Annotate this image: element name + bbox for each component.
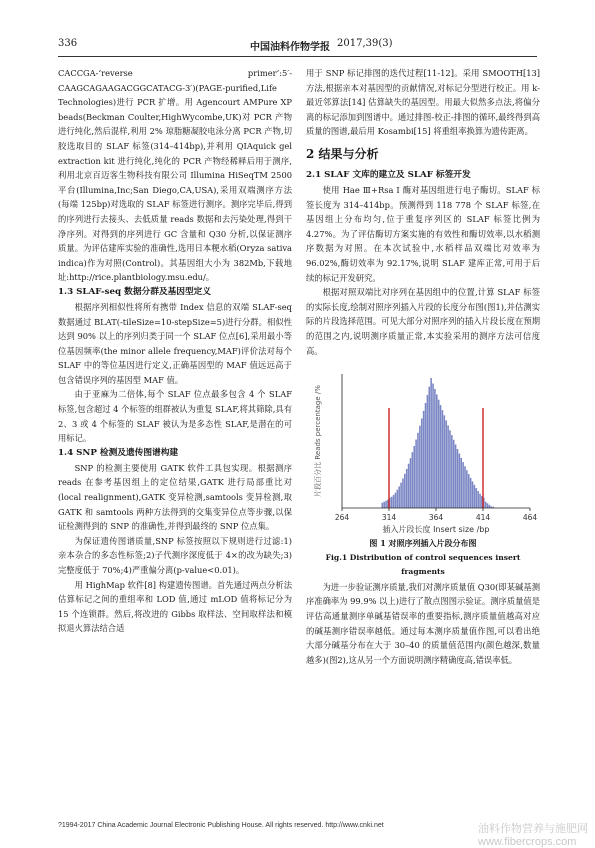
histogram-bar — [406, 469, 408, 508]
histogram-bar — [434, 389, 436, 508]
histogram-bar — [410, 458, 412, 508]
watermark: 油料作物营养与施肥网 www.fibercrops.com — [478, 823, 588, 848]
x-tick-label: 314 — [381, 513, 397, 523]
histogram-bar — [466, 470, 468, 508]
histogram-bar — [436, 394, 438, 508]
histogram-bar — [417, 433, 419, 508]
x-tick-label: 414 — [475, 513, 491, 523]
x-tick-label: 464 — [522, 513, 538, 523]
section-heading-1-4: 1.4 SNP 检测及遗传图谱构建 — [58, 447, 179, 458]
journal-name: 中国油料作物学报 — [250, 42, 330, 53]
copyright-footer: ?1994-2017 China Academic Journal Electronic Publishing House. All rights reserved. http://www.cnki.net — [58, 822, 384, 829]
paragraph: 为进一步验证测序质量,我们对测序质量值 Q30(即某碱基测序准确率为 99.9% 以上)进行了散点图图示验证。测序质量值是评估高通量测序单碱基错误率的重要指标,测序质量值越高对应的碱基测序错误率越低。通过每本测序质量值作图,可以看出绝大部分碱基分布在大于 30–40 的质量值范围内(颜色越深,数量越多)(图2),这从另一个方面说明测序精确度高,错误率低。 — [306, 581, 540, 665]
histogram-bar — [397, 490, 399, 508]
paragraph: 用 HighMap 软件[8] 构建遗传图谱。首先通过两点分析法估算标记之间的重组率和 LOD 值,通过 mLOD 值将标记分为 15 个连锁群。然后,将改进的 Gibbs 取样法、空间取样法和模拟退火算法结合适 — [58, 579, 292, 634]
histogram-bar — [445, 420, 447, 508]
histogram-bar — [385, 501, 387, 508]
histogram-bar — [425, 403, 427, 508]
histogram-bar — [421, 419, 423, 509]
histogram-bar — [444, 415, 446, 508]
paragraph: 为保证遗传图谱质量,SNP 标签按照以下规则进行过滤:1)亲本杂合的多态性标签;2)子代测序深度低于 4×的改为缺失;3)完整度低于 70%;4)严重偏分离(p-value<0.01)。 — [58, 535, 292, 575]
histogram-bar — [428, 387, 430, 508]
section-heading-2-1: 2.1 SLAF 文库的建立及 SLAF 标签开发 — [306, 169, 471, 180]
histogram-bar — [457, 449, 459, 508]
histogram-bar — [449, 430, 451, 508]
paragraph: SNP 的检测主要使用 GATK 软件工具包实现。根据测序 reads 在参考基因组上的定位结果,GATK 进行局部重比对(local realignment),GATK 变异检测,samtools 变异检测,取 GATK 和 samtools 两种方法得到的交集变异位点等步骤,以保证检测得到的 SNP 的准确性,并得到最终的 SNP 位点集。 — [58, 462, 292, 532]
histogram-bar — [415, 440, 417, 508]
histogram-bar — [383, 502, 385, 508]
x-tick-label: 264 — [334, 513, 350, 523]
histogram-bar — [479, 494, 481, 508]
left-column — [58, 66, 292, 636]
histogram-bar — [404, 474, 406, 508]
histogram-bar — [451, 435, 453, 508]
histogram-bar — [468, 474, 470, 508]
x-axis-label: 插入片段长度 Insert size /bp — [382, 525, 490, 535]
histogram-bar — [487, 503, 489, 508]
paragraph: 根据序列相似性将所有携带 Index 信息的双端 SLAF-seq 数据通过 BLAT(-tileSize=10-stepSize=5)进行分群。相似性达到 90% 以上的序列归类于同一个 SLAF 位点[6],采用最小等位基因频率(the minor allele frequency,MAF)评价法对每个 SLAF 中的等位基因进行定义,正确基因型的 MAF 值远远高于包含错误序列的基因型 MAF 值。 — [58, 301, 292, 385]
histogram-bar — [489, 505, 491, 508]
histogram-bar — [413, 446, 415, 508]
histogram-bar — [398, 487, 400, 509]
histogram-bar — [455, 445, 457, 509]
histogram-bar — [408, 464, 410, 508]
histogram-bar — [464, 466, 466, 508]
histogram-bar — [427, 395, 429, 508]
page-number: 336 — [58, 38, 78, 49]
figure-caption-en: Fig.1 Distribution of control sequences insert fragments — [325, 552, 521, 577]
histogram-bar — [391, 497, 393, 508]
figure-1 — [306, 364, 540, 536]
paragraph: 用于 SNP 标记排图的迭代过程[11-12]。采用 SMOOTH[13] 方法,根据亲本对基因型的贡献情况,对标记分型进行校正。用 k-最近邻算法[14] 估算缺失的基因型。用最大似然多点法,将偏分离的标记添加到图谱中。通过排图-校正-排图的循环,最终得到高质量的图谱,最后用 Kosambi[15] 将重组率换算为遗传距离。 — [306, 68, 540, 137]
paragraph: 根据对照双端比对序列在基因组中的位置,计算 SLAF 标签的实际长度,绘制对照序列插入片段的长度分布图(图1),并估测实际的片段选择范围。可见大部分对照序列的插入片段长度在预期的范围之内,说明测序质量正常,本实验采用的测序方法可信度高。 — [306, 287, 540, 356]
paragraph: 由于亚麻为二倍体,每个 SLAF 位点最多包含 4 个 SLAF 标签,包含超过 4 个标签的组群被认为重复 SLAF,将其筛除,具有 2、3 或 4 个标签的 SLAF 被认为是多态性 SLAF,是潜在的可用标记。 — [58, 389, 292, 444]
x-tick-label: 364 — [428, 513, 444, 523]
histogram-bar — [447, 425, 449, 508]
histogram-bar — [402, 479, 404, 509]
histogram-bar — [438, 400, 440, 508]
histogram-bar — [470, 478, 472, 508]
section-heading-2: 2 结果与分析 — [306, 146, 379, 161]
y-axis-label: 片段百分比 Reads percentage /% — [314, 385, 322, 497]
paragraph: 使用 Hae Ⅲ+Rsa Ⅰ 酶对基因组进行电子酶切。SLAF 标签长度为 314–414bp。预测得到 118 778 个 SLAF 标签,在基因组上分布均匀,位于重复序列区的 SLAF 标签比例为 4.27%。为了评估酶切方案实施的有效性和酶切效率,以水稻测序数据为对照。在本次试验中,水稻样品双端比对效率为 96.02%,酶切效率为 92.17%,说明 SLAF 建库正常,可用于后续的标记开发研究。 — [306, 184, 540, 283]
histogram-bar — [395, 493, 397, 508]
histogram-bar — [459, 454, 461, 509]
header-rule — [58, 56, 537, 57]
histogram-bar — [432, 384, 434, 508]
histogram-bar — [472, 482, 474, 509]
histogram-bar — [423, 411, 425, 508]
histogram-bar — [419, 426, 421, 508]
histogram-bar — [400, 483, 402, 508]
histogram-bar — [474, 485, 476, 508]
journal-issue: 2017,39(3) — [337, 38, 393, 49]
histogram-bar — [381, 503, 383, 508]
histogram-bar — [485, 502, 487, 508]
insert-size-histogram — [306, 364, 540, 536]
histogram-bar — [460, 458, 462, 508]
figure-caption-cn: 图 1 对照序列插入片段分布图 — [369, 538, 477, 549]
histogram-bar — [475, 488, 477, 508]
paragraph: CACCGA-‘reverse primer’:5′-CAAGCAGAAGACGGCATACG-3′)(PAGE-purified,Life Technologies)进行 PCR 扩增。用 Agencourt AMPure XP beads(Beckman Coulter,HighWycombe,UK)对 PCR 产物进行纯化,然后混样,利用 2% 琼脂糖凝胶电泳分离 PCR 产物,切胶选取目的 SLAF 标签(314–414bp),并利用 QIAquick gel extraction kit 进行纯化,纯化的 PCR 产物经稀释后用于测序,利用北京百迈客生物科技有限公司 Illumina HiSeqTM 2500 平台(Illumina,Inc;San Diego,CA,USA),采用双端测序方法(每端 125bp)对选取的 SLAF 标签进行测序。测序完毕后,得到的序列进行去接头、去低质量 reads 数据和去污染处理,得到干净序列。对得到的序列进行 GC 含量和 Q30 分析,以保证测序质量。为评估建库实验的准确性,选用日本粳水稻(Oryza sativa indica)作为对照(Control)。其基因组大小为 382Mb,下载地址:http://rice.plantbiology.msu.edu/。 — [58, 68, 292, 283]
histogram-bar — [462, 462, 464, 508]
histogram-bar — [430, 378, 432, 508]
histogram-bar — [393, 495, 395, 508]
histogram-bar — [440, 405, 442, 508]
histogram-bar — [412, 452, 414, 508]
section-heading-1-3: 1.3 SLAF-seq 数据分群及基因型定义 — [58, 286, 212, 297]
histogram-bar — [453, 440, 455, 508]
right-column — [306, 66, 540, 667]
histogram-bar — [442, 410, 444, 508]
histogram-bar — [477, 491, 479, 508]
